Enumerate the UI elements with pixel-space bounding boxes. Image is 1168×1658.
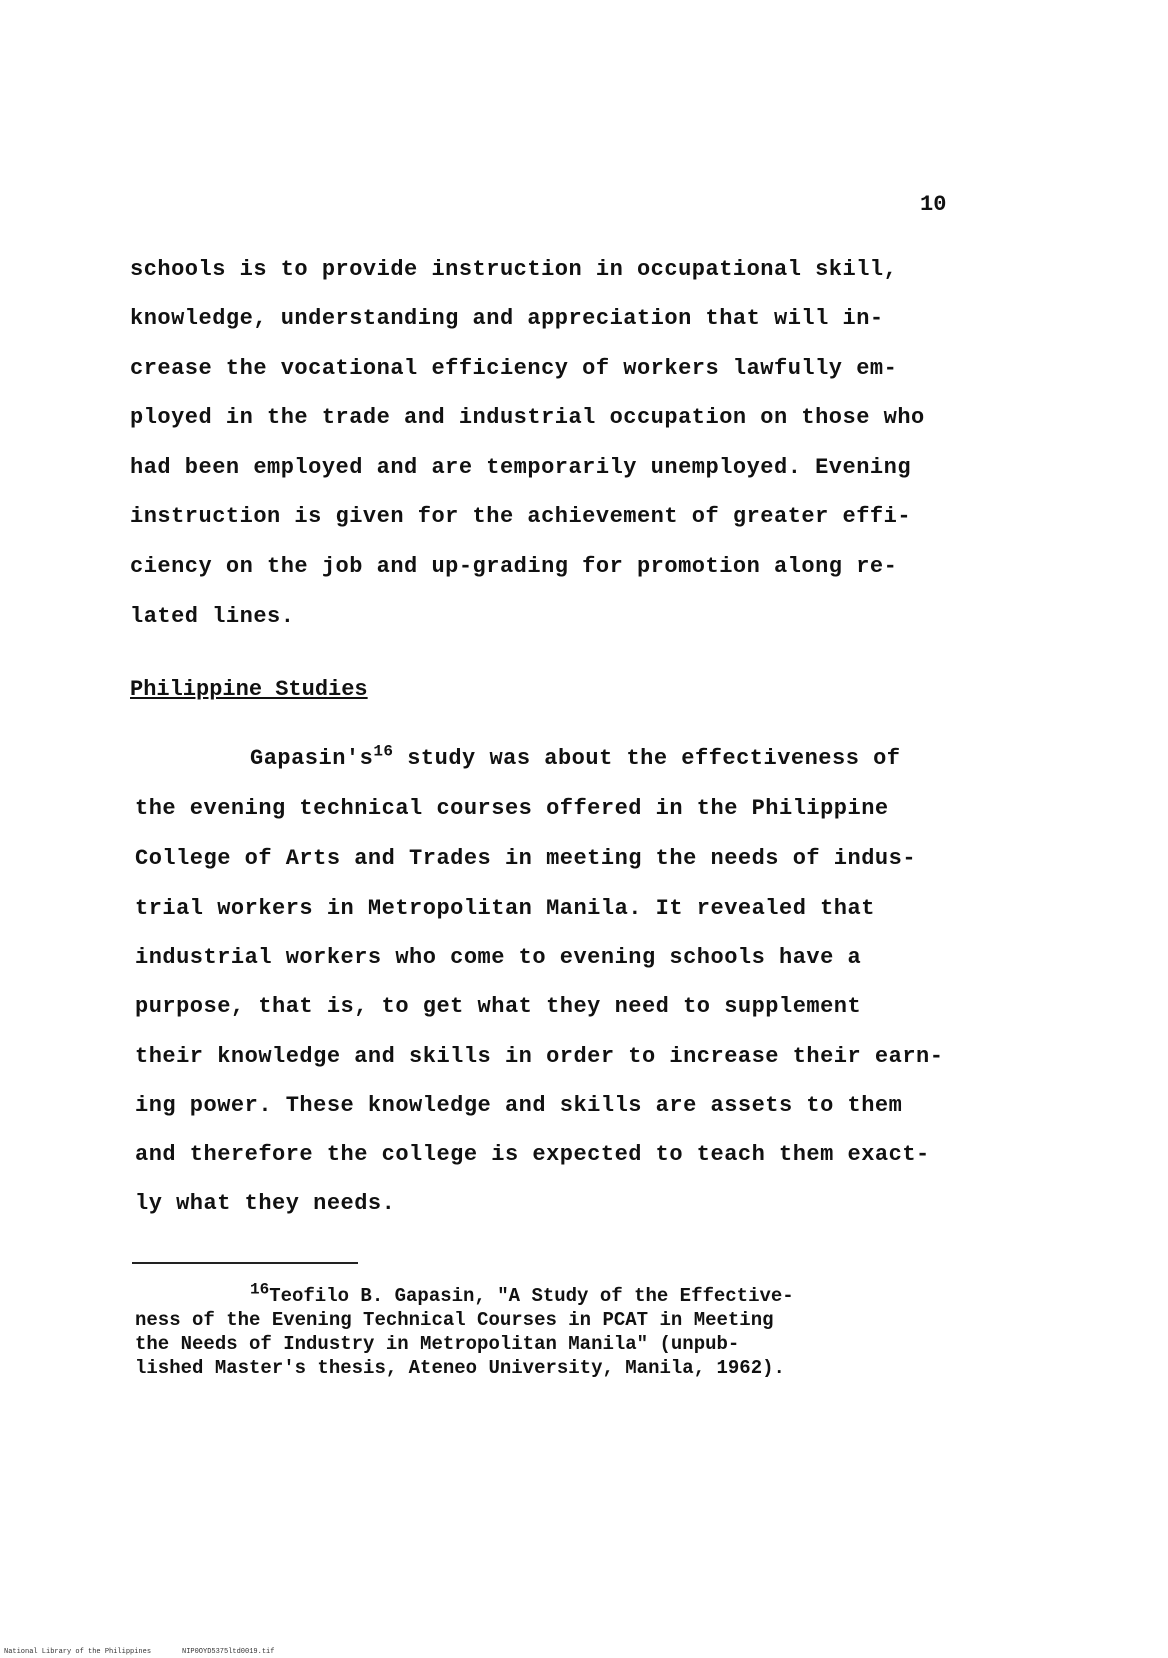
body-line: industrial workers who come to evening schools have a <box>135 945 862 970</box>
body-line: ciency on the job and up-grading for promotion along re- <box>130 554 898 579</box>
footnote-line: ness of the Evening Technical Courses in PCAT in Meeting <box>135 1309 774 1331</box>
footnote-line: the Needs of Industry in Metropolitan Manila" (unpub- <box>135 1333 740 1355</box>
body-line: College of Arts and Trades in meeting the needs of indus- <box>135 846 917 871</box>
body-line: schools is to provide instruction in occupational skill, <box>130 257 898 282</box>
body-line: ployed in the trade and industrial occupation on those who <box>130 405 925 430</box>
footnote-line <box>250 1280 794 1307</box>
footnote-line: lished Master's thesis, Ateneo University, Manila, 1962). <box>135 1357 785 1379</box>
footnote-number: 16 <box>250 1280 270 1299</box>
lead-text: study was about the effectiveness of <box>393 746 901 771</box>
body-line: ing power. These knowledge and skills are assets to them <box>135 1093 903 1118</box>
body-line-lead <box>250 742 901 773</box>
body-line: ly what they needs. <box>135 1191 396 1216</box>
footnote-reference: 16 <box>373 742 394 761</box>
body-line: the evening technical courses offered in the Philippine <box>135 796 889 821</box>
body-line: lated lines. <box>130 604 295 629</box>
body-line: knowledge, understanding and appreciation that will in- <box>130 306 884 331</box>
section-heading: Philippine Studies <box>130 677 368 702</box>
footnote-text: Teofilo B. Gapasin, "A Study of the Effective- <box>269 1285 794 1307</box>
body-line: crease the vocational efficiency of workers lawfully em- <box>130 356 898 381</box>
body-line: purpose, that is, to get what they need to supplement <box>135 994 862 1019</box>
page-number: 10 <box>920 192 947 217</box>
archive-footer-filename: NIP0OYD5375ltd0019.tif <box>182 1648 275 1656</box>
body-line: trial workers in Metropolitan Manila. It revealed that <box>135 896 875 921</box>
archive-footer-source: National Library of the Philippines <box>4 1648 152 1656</box>
body-line: and therefore the college is expected to teach them exact- <box>135 1142 930 1167</box>
body-line: had been employed and are temporarily unemployed. Evening <box>130 455 912 480</box>
cited-author: Gapasin's <box>250 746 374 771</box>
footnote-divider <box>132 1262 358 1264</box>
body-line: their knowledge and skills in order to increase their earn- <box>135 1044 944 1069</box>
body-line: instruction is given for the achievement of greater effi- <box>130 504 912 529</box>
